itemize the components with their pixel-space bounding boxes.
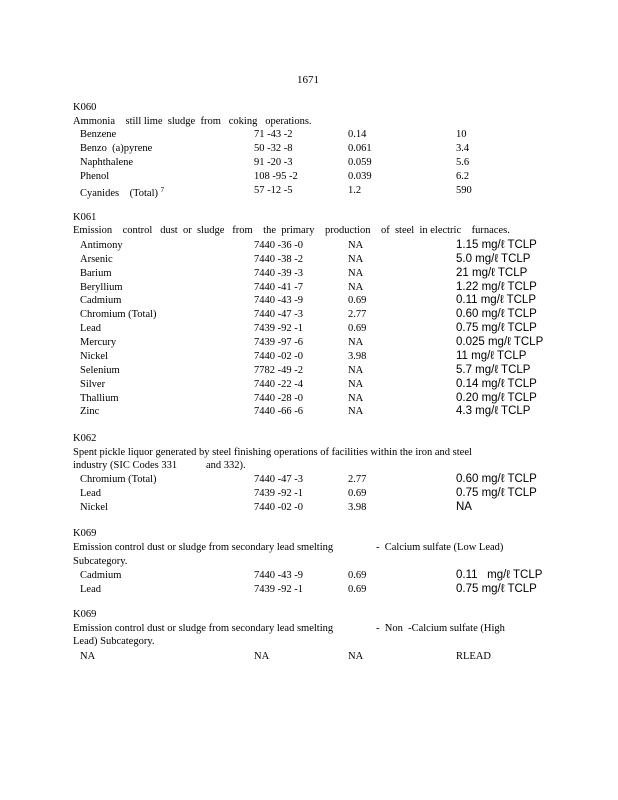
wastewater-value: NA	[348, 406, 364, 417]
waste-code-k060: K060	[73, 102, 97, 113]
nonwastewater-value: 4.3 mg/ℓ TCLP	[456, 405, 531, 417]
nonwastewater-value: 0.60 mg/ℓ TCLP	[456, 473, 537, 485]
nonwastewater-value: 0.20 mg/ℓ TCLP	[456, 392, 537, 404]
constituent-name: Mercury	[80, 337, 117, 348]
cas-number: 50 -32 -8	[254, 143, 293, 154]
table-row	[0, 350, 618, 363]
constituent-name: Antimony	[80, 240, 123, 251]
constituent-name: Beryllium	[80, 282, 123, 293]
wastewater-value: 1.2	[348, 185, 362, 196]
nonwastewater-value: 1.15 mg/ℓ TCLP	[456, 239, 537, 251]
table-row	[0, 253, 618, 266]
constituent-name: Phenol	[80, 171, 110, 182]
cas-number: 7439 -92 -1	[254, 323, 303, 334]
cas-number: 57 -12 -5	[254, 185, 293, 196]
nonwastewater-value: 0.11 mg/ℓ TCLP	[456, 569, 543, 581]
footnote-mark: 7	[160, 186, 165, 194]
table-row	[0, 473, 618, 486]
table-row	[0, 184, 618, 197]
constituent-name: Benzo (a)pyrene	[80, 143, 153, 154]
constituent-name: Lead	[80, 323, 101, 334]
nonwastewater-value: 0.75 mg/ℓ TCLP	[456, 322, 537, 334]
constituent-name: Lead	[80, 584, 101, 595]
nonwastewater-value: NA	[456, 501, 472, 513]
cas-number: 7782 -49 -2	[254, 365, 303, 376]
constituent-name: Cyanides (Total)	[80, 188, 158, 199]
cas-number: 7439 -92 -1	[254, 584, 303, 595]
table-row	[0, 308, 618, 321]
wastewater-value: 0.14	[348, 129, 367, 140]
constituent-name: Lead	[80, 488, 101, 499]
k069-high-lead-description-right: - Non -Calcium sulfate (High	[376, 623, 505, 634]
k069-low-lead-description-line-1: Emission control dust or sludge from secondary lead smelting	[73, 542, 334, 553]
table-row	[0, 336, 618, 349]
table-row	[0, 156, 618, 169]
cas-number: 7440 -47 -3	[254, 309, 303, 320]
cas-number: 7439 -97 -6	[254, 337, 303, 348]
cas-number: 7440 -41 -7	[254, 282, 303, 293]
constituent-name: Benzene	[80, 129, 117, 140]
nonwastewater-value: RLEAD	[456, 651, 491, 662]
wastewater-value: NA	[348, 379, 364, 390]
nonwastewater-value: 6.2	[456, 171, 470, 182]
table-row	[0, 569, 618, 582]
constituent-name: NA	[80, 651, 96, 662]
constituent-name: Silver	[80, 379, 106, 390]
nonwastewater-value: 3.4	[456, 143, 470, 154]
table-row	[0, 378, 618, 391]
cas-number: 91 -20 -3	[254, 157, 293, 168]
constituent-name: Nickel	[80, 502, 108, 513]
wastewater-value: 0.69	[348, 295, 367, 306]
constituent-name: Selenium	[80, 365, 120, 376]
wastewater-value: 2.77	[348, 309, 367, 320]
cas-number: 108 -95 -2	[254, 171, 298, 182]
nonwastewater-value: 1.22 mg/ℓ TCLP	[456, 281, 537, 293]
constituent-name: Chromium (Total)	[80, 309, 157, 320]
table-row	[0, 392, 618, 405]
k061-description: Emission control dust or sludge from the primary production of steel in electric furnaces.	[73, 225, 510, 236]
wastewater-value: 0.69	[348, 488, 367, 499]
wastewater-value: 0.059	[348, 157, 372, 168]
wastewater-value: 0.69	[348, 323, 367, 334]
k069-high-lead-description-line-1: Emission control dust or sludge from secondary lead smelting	[73, 623, 334, 634]
cas-number: 7440 -38 -2	[254, 254, 303, 265]
nonwastewater-value: 5.6	[456, 157, 470, 168]
constituent-name: Zinc	[80, 406, 100, 417]
cas-number: 7440 -28 -0	[254, 393, 303, 404]
wastewater-value: 0.69	[348, 570, 367, 581]
constituent-name: Cadmium	[80, 570, 122, 581]
nonwastewater-value: 590	[456, 185, 472, 196]
table-row	[0, 267, 618, 280]
nonwastewater-value: 0.11 mg/ℓ TCLP	[456, 294, 536, 306]
wastewater-value: NA	[348, 254, 364, 265]
cas-number: 7440 -02 -0	[254, 502, 303, 513]
table-row	[0, 650, 618, 663]
table-row	[0, 405, 618, 418]
constituent-name: Nickel	[80, 351, 108, 362]
wastewater-value: 3.98	[348, 351, 367, 362]
constituent-name: Arsenic	[80, 254, 113, 265]
waste-code-k061: K061	[73, 212, 97, 223]
table-row	[0, 294, 618, 307]
waste-code-k062: K062	[73, 433, 97, 444]
wastewater-value: 0.061	[348, 143, 372, 154]
table-row	[0, 583, 618, 596]
cas-number: 7440 -39 -3	[254, 268, 303, 279]
nonwastewater-value: 0.75 mg/ℓ TCLP	[456, 487, 537, 499]
nonwastewater-value: 0.60 mg/ℓ TCLP	[456, 308, 537, 320]
cas-number: 7440 -22 -4	[254, 379, 303, 390]
nonwastewater-value: 10	[456, 129, 467, 140]
table-row	[0, 128, 618, 141]
wastewater-value: 0.69	[348, 584, 367, 595]
table-row	[0, 487, 618, 500]
wastewater-value: NA	[348, 268, 364, 279]
k062-description-line-1: Spent pickle liquor generated by steel finishing operations of facilities within the iron and steel	[73, 447, 472, 458]
wastewater-value: NA	[348, 282, 364, 293]
nonwastewater-value: 11 mg/ℓ TCLP	[456, 350, 527, 362]
cas-number: 7440 -66 -6	[254, 406, 303, 417]
cas-number: 7439 -92 -1	[254, 488, 303, 499]
k069-low-lead-description-right: - Calcium sulfate (Low Lead)	[376, 542, 504, 553]
cas-number: 7440 -36 -0	[254, 240, 303, 251]
waste-code-k069-high-lead: K069	[73, 609, 97, 620]
wastewater-value: 0.039	[348, 171, 372, 182]
wastewater-value: NA	[348, 651, 364, 662]
constituent-name-cell	[80, 184, 164, 200]
nonwastewater-value: 5.0 mg/ℓ TCLP	[456, 253, 531, 265]
wastewater-value: NA	[348, 240, 364, 251]
cas-number: 7440 -43 -9	[254, 570, 303, 581]
k060-description: Ammonia still lime sludge from coking operations.	[73, 116, 312, 127]
cas-number: 7440 -47 -3	[254, 474, 303, 485]
table-row	[0, 364, 618, 377]
cas-number: 7440 -02 -0	[254, 351, 303, 362]
table-row	[0, 281, 618, 294]
k069-high-lead-description-line-2: Lead) Subcategory.	[73, 636, 155, 647]
k062-description-line-2: industry (SIC Codes 331 and 332).	[73, 460, 246, 471]
table-row	[0, 322, 618, 335]
wastewater-value: 2.77	[348, 474, 367, 485]
constituent-name: Naphthalene	[80, 157, 134, 168]
nonwastewater-value: 0.75 mg/ℓ TCLP	[456, 583, 537, 595]
constituent-name: Chromium (Total)	[80, 474, 157, 485]
wastewater-value: NA	[348, 365, 364, 376]
wastewater-value: NA	[348, 337, 364, 348]
constituent-name: Barium	[80, 268, 112, 279]
table-row	[0, 239, 618, 252]
wastewater-value: NA	[348, 393, 364, 404]
nonwastewater-value: 5.7 mg/ℓ TCLP	[456, 364, 531, 376]
waste-code-k069-low-lead: K069	[73, 528, 97, 539]
table-row	[0, 501, 618, 514]
wastewater-value: 3.98	[348, 502, 367, 513]
constituent-name: Thallium	[80, 393, 119, 404]
cas-number: 7440 -43 -9	[254, 295, 303, 306]
nonwastewater-value: 0.14 mg/ℓ TCLP	[456, 378, 537, 390]
constituent-name: Cadmium	[80, 295, 122, 306]
table-row	[0, 170, 618, 183]
cas-number: 71 -43 -2	[254, 129, 293, 140]
table-row	[0, 142, 618, 155]
page-number: 1671	[297, 74, 319, 86]
nonwastewater-value: 0.025 mg/ℓ TCLP	[456, 336, 544, 348]
nonwastewater-value: 21 mg/ℓ TCLP	[456, 267, 528, 279]
cas-number: NA	[254, 651, 270, 662]
k069-low-lead-description-line-2: Subcategory.	[73, 556, 128, 567]
